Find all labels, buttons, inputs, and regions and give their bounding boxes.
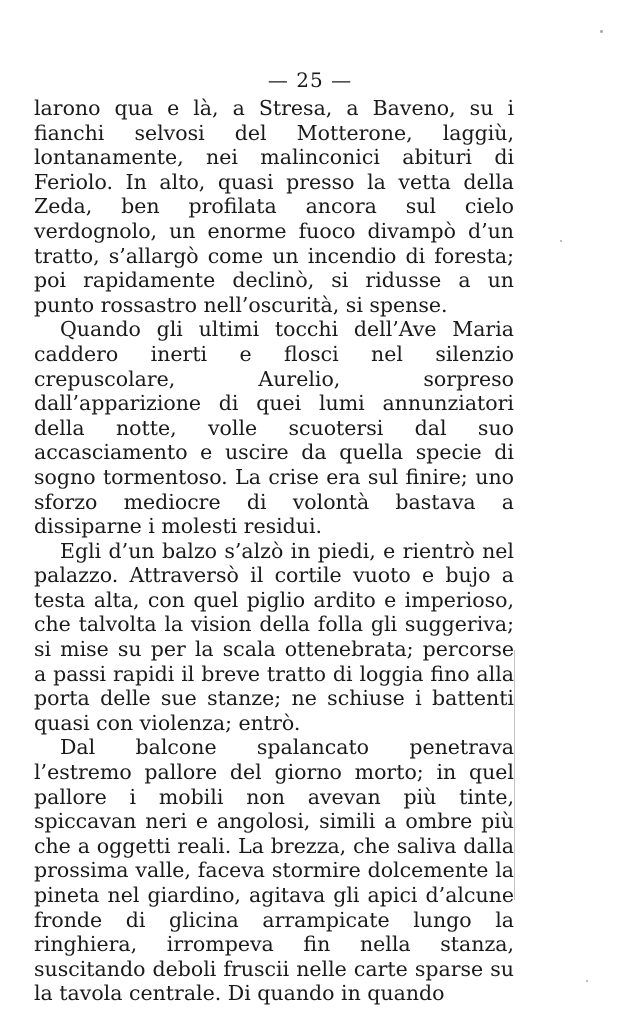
paragraph-1: larono qua e là, a Stresa, a Baveno, su i fianchi selvosi del Motterone, laggiù, lontanamente, nei malinconici abituri di Feriolo. In alto, quasi presso la vetta della Zeda, ben profilata ancora sul cielo verdognolo, un enorme fuoco divampò d’un tratto, s’allargò come un incendio di foresta; poi rapidamente declinò, si ridusse a un punto rossastro nell’oscurità, si spense. [34,96,514,317]
paper-speck [560,240,562,242]
paper-speck [600,30,603,33]
body-text [34,96,514,1006]
paper-speck [586,980,588,982]
page-number: — 25 — [267,68,353,92]
page-edge-mark [514,650,515,900]
paragraph-3: Egli d’un balzo s’alzò in piedi, e rientrò nel palazzo. Attraversò il cortile vuoto e bujo a testa alta, con quel piglio ardito e imperioso, che talvolta la vision della folla gli suggeriva; si mise su per la scala ottenebrata; percorse a passi rapidi il breve tratto di loggia fino alla porta delle sue stanze; ne schiuse i battenti quasi con violenza; entrò. [34,538,514,735]
paragraph-2: Quando gli ultimi tocchi dell’Ave Maria caddero inerti e flosci nel silenzio crepuscolare, Aurelio, sorpreso dall’apparizione di quei lumi annunziatori della notte, volle scuotersi dal suo accasciamento e uscire da quella specie di sogno tormentoso. La crise era sul finire; uno sforzo mediocre di volontà bastava a dissiparne i molesti residui. [34,317,514,539]
paragraph-4: Dal balcone spalancato penetrava l’estremo pallore del giorno morto; in quel pallore i mobili non avevan più tinte, spiccavan neri e angolosi, simili a ombre più che a oggetti reali. La brezza, che saliva dalla prossima valle, faceva stormire dolcemente la pineta nel giardino, agitava gli apici d’alcune fronde di glicina arrampicate lungo la ringhiera, irrompeva fin nella stanza, suscitando deboli fruscii nelle carte sparse su la tavola centrale. Di quando in quando [34,735,514,1006]
